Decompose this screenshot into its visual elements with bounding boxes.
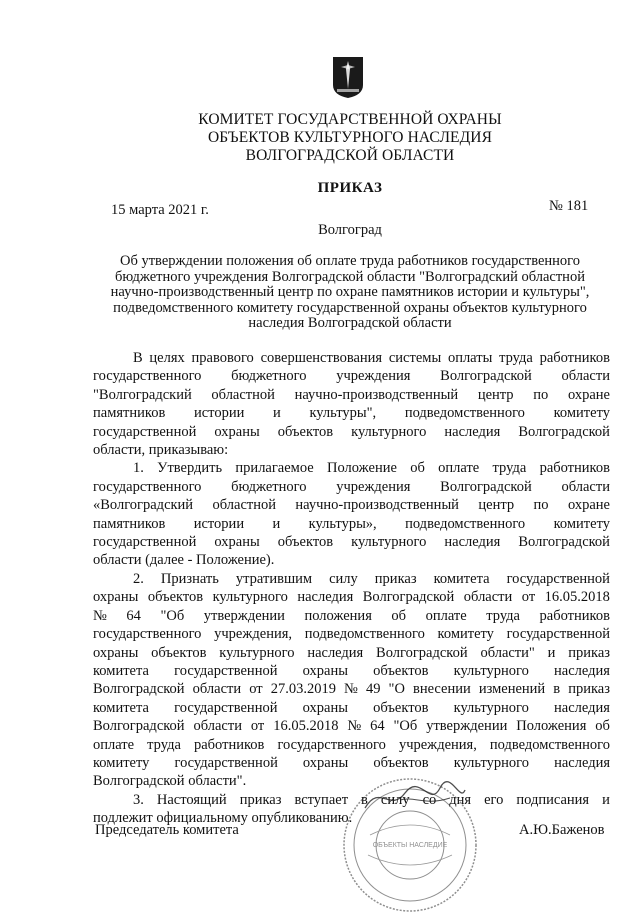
body-line: "Волгоградский областной научно-производственный центр по охране [93,386,610,403]
document-subject [100,254,600,332]
subject-line: научно-производственный центр по охране памятников истории и культуры", [110,284,590,301]
body-line: В целях правового совершенствования системы оплаты труда работников [133,350,610,366]
document-city: Волгоград [318,222,382,238]
org-name-line-3: ВОЛГОГРАДСКОЙ ОБЛАСТИ [245,147,455,164]
document-type-title: ПРИКАЗ [317,180,383,196]
signatory-position: Председатель комитета [95,822,239,838]
handwritten-signature [360,778,470,818]
body-line: государственной охраны объектов культурного наследия Волгоградской [93,534,610,551]
body-line: государственного учреждения, подведомственного комитету государственной [93,626,610,643]
document-body [93,349,610,828]
body-line: «Волгоградский областной научно-производственный центр по охране [93,497,610,514]
body-line: охраны объектов культурного наследия Волгоградской области от 16.05.2018 [93,589,610,606]
signatory-name: А.Ю.Баженов [519,822,605,838]
body-line: 2. Признать утратившим силу приказ комитета государственной [133,570,610,587]
body-line: памятников истории и культуры", подведомственного комитету [93,405,610,422]
document-date: 15 марта 2021 г. [111,202,209,218]
body-line: № 64 "Об утверждении положения об оплате труда работников [93,607,610,624]
body-line: охраны объектов культурного наследия Волгоградской области" и приказ [93,644,610,661]
body-line: области, приказываю: [93,442,229,459]
subject-line: Об утверждении положения об оплате труда работников государственного [120,253,580,269]
body-line: 3. Настоящий приказ вступает в силу со дня его подписания и [133,791,610,808]
body-line: памятников истории и культуры», подведомственного комитету [93,515,610,532]
body-line: оплате труда работников государственного учреждения, подведомственного [93,736,610,753]
document-number: № 181 [549,198,589,214]
org-name-line-2: ОБЪЕКТОВ КУЛЬТУРНОГО НАСЛЕДИЯ [207,129,493,146]
body-line: Волгоградской области от 27.03.2019 № 49 "О внесении изменений в приказ [93,681,610,698]
svg-text:ОБЪЕКТЫ НАСЛЕДИЕ: ОБЪЕКТЫ НАСЛЕДИЕ [372,842,448,849]
subject-line: бюджетного учреждения Волгоградской области "Волгоградский областной [115,268,585,285]
subject-line: подведомственного комитету государственной охраны объектов культурного [113,299,587,316]
body-line: 1. Утвердить прилагаемое Положение об оплате труда работников [133,460,610,477]
body-line: Волгоградской области от 16.05.2018 № 64 "Об утверждении Положения об [93,718,610,735]
body-line: комитета государственной охраны объектов культурного наследия [93,662,610,679]
body-line: государственной охраны объектов культурного наследия Волгоградской [93,423,610,440]
body-line: комитету государственной охраны объектов культурного наследия [93,754,610,771]
subject-line: наследия Волгоградской области [248,315,452,332]
body-line: государственного бюджетного учреждения Волгоградской области [93,368,610,385]
body-line: Волгоградской области". [93,773,247,790]
body-line: подлежит официальному опубликованию. [93,810,353,827]
body-line: комитета государственной охраны объектов культурного наследия [93,699,610,716]
body-line: государственного бюджетного учреждения Волгоградской области [93,478,610,495]
org-name-line-1: КОМИТЕТ ГОСУДАРСТВЕННОЙ ОХРАНЫ [198,111,502,128]
volgograd-coat-of-arms-icon [331,55,365,99]
body-line: области (далее - Положение). [93,552,275,569]
